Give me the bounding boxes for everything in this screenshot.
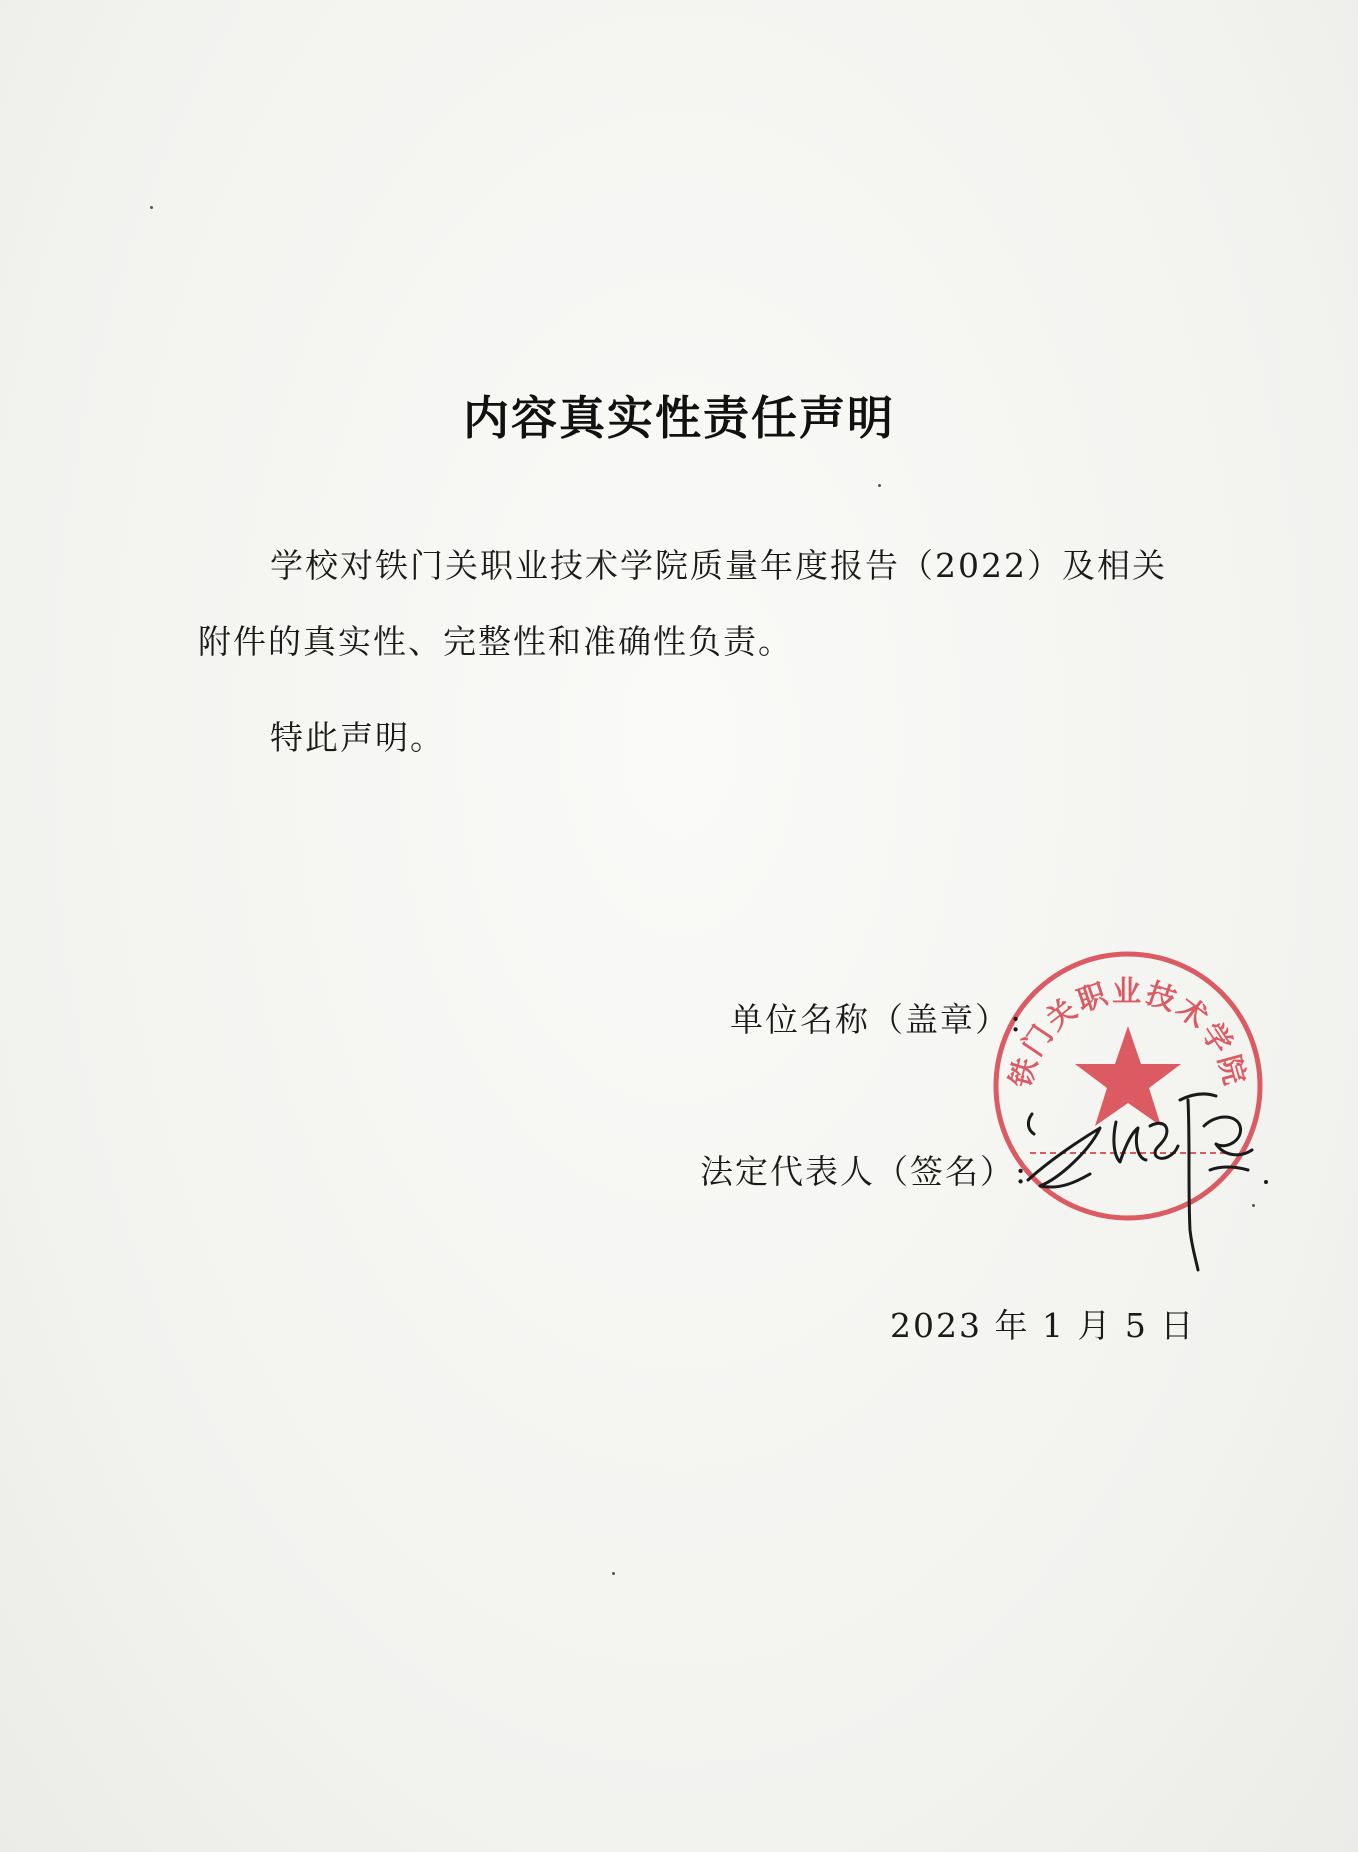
document-title: 内容真实性责任声明 <box>463 391 895 445</box>
handwritten-signature <box>1020 1070 1280 1290</box>
unit-name-label: 单位名称（盖章）: <box>730 1000 1024 1039</box>
closing-statement: 特此声明。 <box>270 718 445 757</box>
statement-paragraph: 学校对铁门关职业技术学院质量年度报告（2022）及相关附件的真实性、完整性和准确性负责。 <box>198 546 1167 661</box>
scan-speck <box>878 484 881 487</box>
seal-text: 铁门关职业技术学院 <box>1003 974 1253 1092</box>
signing-date: 2023 年 1 月 5 日 <box>890 1306 1196 1345</box>
scan-speck <box>150 206 153 209</box>
legal-representative-label: 法定代表人（签名）: <box>700 1152 1029 1191</box>
scan-speck <box>612 1572 615 1575</box>
